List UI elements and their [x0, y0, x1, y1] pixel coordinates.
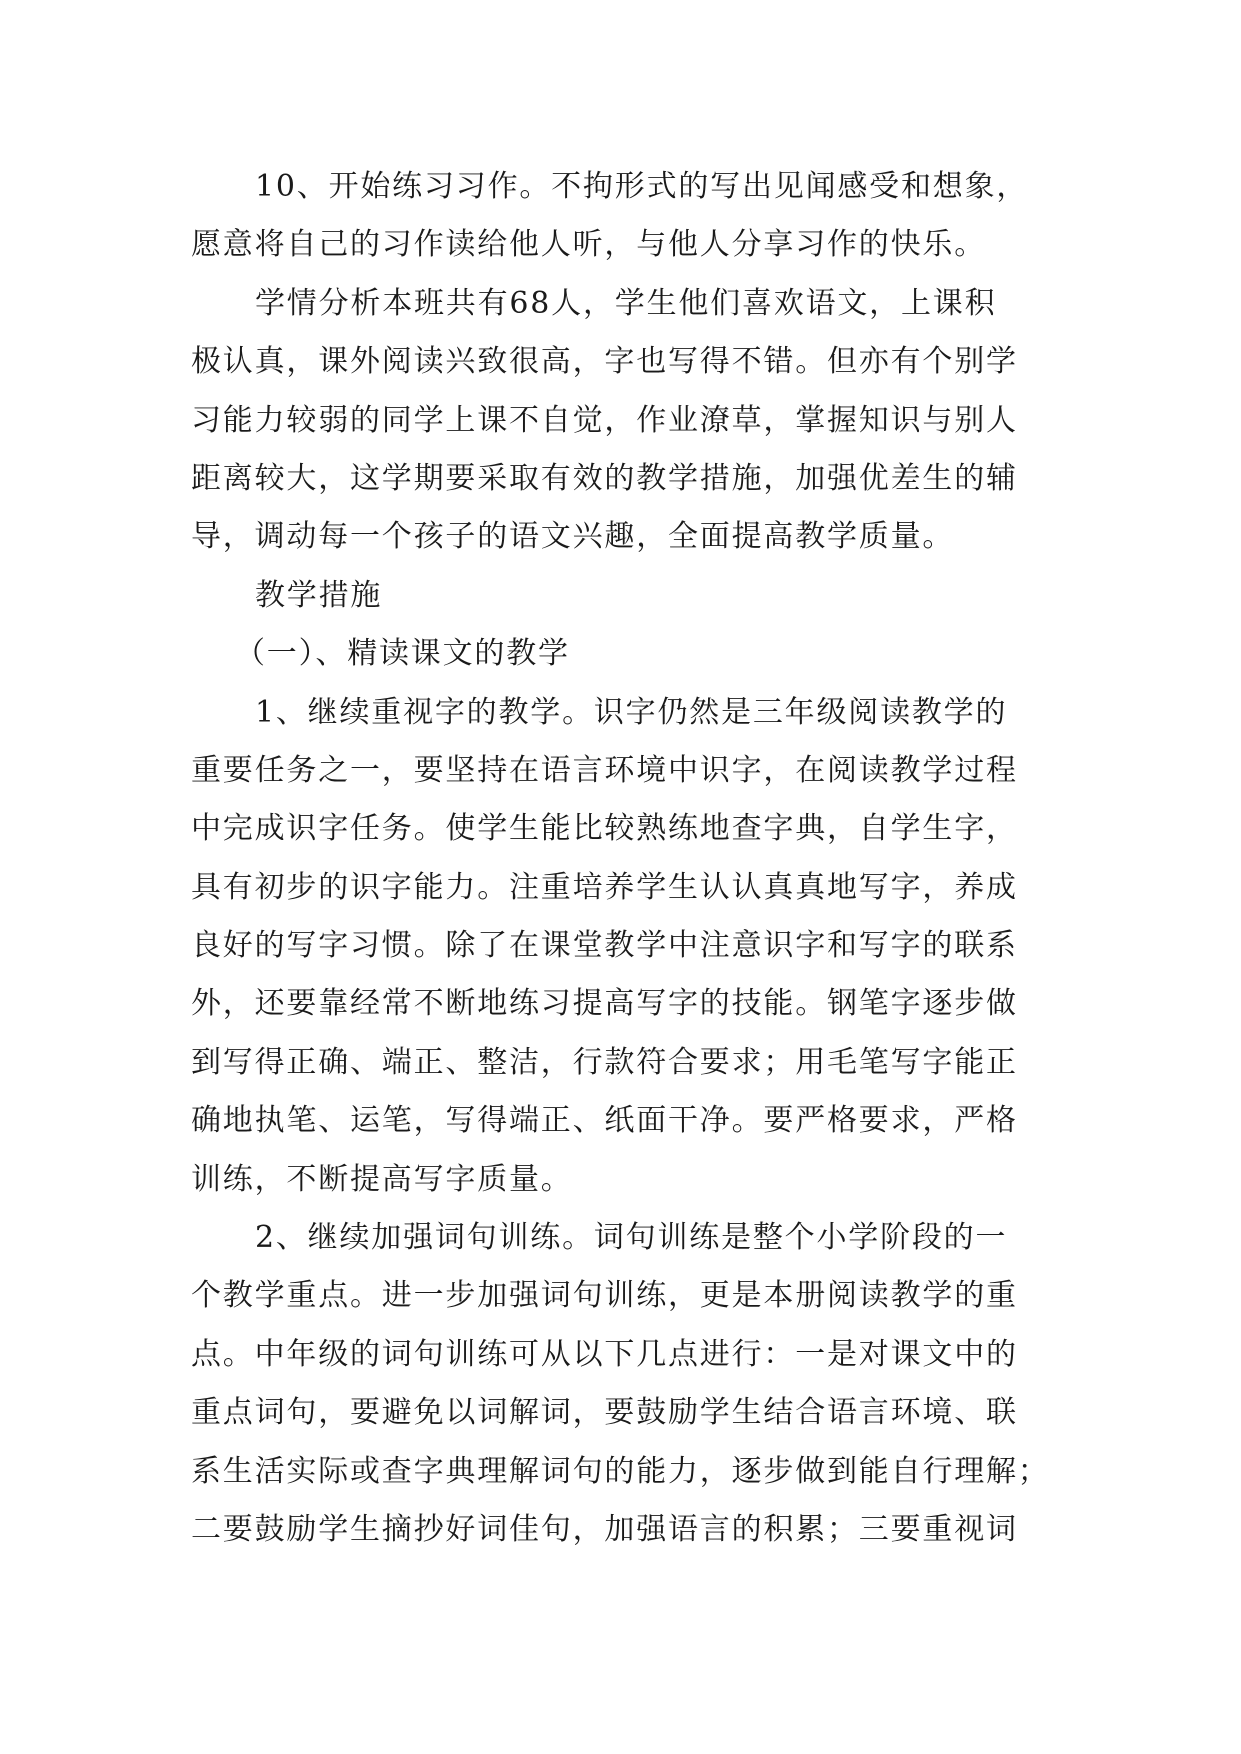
text-line: 二要鼓励学生摘抄好词佳句，加强语言的积累；三要重视词 — [191, 1511, 1018, 1547]
text-line: 系生活实际或查字典理解词句的能力，逐步做到能自行理解； — [191, 1453, 1050, 1489]
text-line: 1、继续重视字的教学。识字仍然是三年级阅读教学的 — [255, 694, 1008, 730]
text-line: 良好的写字习惯。除了在课堂教学中注意识字和写字的联系 — [191, 928, 1018, 964]
text-line: 导，调动每一个孩子的语文兴趣，全面提高教学质量。 — [191, 519, 955, 555]
section-heading: 教学措施 — [255, 577, 383, 613]
text-line: 具有初步的识字能力。注重培养学生认认真真地写字，养成 — [191, 869, 1018, 905]
text-line: 距离较大，这学期要采取有效的教学措施，加强优差生的辅 — [191, 460, 1018, 496]
text-line: 重点词句，要避免以词解词，要鼓励学生结合语言环境、联 — [191, 1395, 1018, 1431]
document-body — [191, 158, 1051, 1559]
text-line: 重要任务之一，要坚持在语言环境中识字，在阅读教学过程 — [191, 752, 1018, 788]
text-line: 习能力较弱的同学上课不自觉，作业潦草，掌握知识与别人 — [191, 402, 1018, 438]
text-line: 学情分析本班共有68人，学生他们喜欢语文，上课积 — [255, 285, 997, 321]
text-line: 2、继续加强词句训练。词句训练是整个小学阶段的一 — [255, 1220, 1008, 1256]
text-line: 个教学重点。进一步加强词句训练，更是本册阅读教学的重 — [191, 1278, 1018, 1314]
subsection-heading: （一）、精读课文的教学 — [235, 636, 570, 672]
text-line: 到写得正确、端正、整洁，行款符合要求；用毛笔写字能正 — [191, 1044, 1018, 1080]
text-line: 10、开始练习习作。不拘形式的写出见闻感受和想象， — [255, 169, 1029, 204]
text-line: 训练，不断提高写字质量。 — [191, 1161, 573, 1197]
text-line: 点。中年级的词句训练可从以下几点进行：一是对课文中的 — [191, 1336, 1018, 1372]
text-line: 外，还要靠经常不断地练习提高写字的技能。钢笔字逐步做 — [191, 986, 1018, 1022]
text-line: 确地执笔、运笔，写得端正、纸面干净。要严格要求，严格 — [191, 1103, 1018, 1139]
text-line: 愿意将自己的习作读给他人听，与他人分享习作的快乐。 — [191, 227, 986, 263]
text-line: 中完成识字任务。使学生能比较熟练地查字典，自学生字， — [191, 811, 1018, 847]
text-line: 极认真，课外阅读兴致很高，字也写得不错。但亦有个别学 — [191, 344, 1018, 380]
